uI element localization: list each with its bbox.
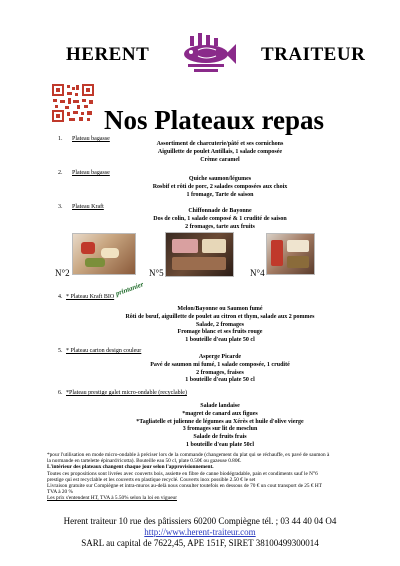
- note-line: TVA à 20 %: [47, 489, 73, 496]
- desc-line: *Tagliatelle et julienne de légumes au Xérès et huile d'olive vierge: [136, 418, 304, 425]
- desc-line: Rosbif et rôti de porc, 2 salades composées aux choix: [152, 183, 288, 190]
- item-description: [110, 403, 330, 450]
- photo-label: N°2: [55, 268, 70, 278]
- item-number: 5.: [58, 348, 63, 354]
- fish-logo-icon: [176, 30, 236, 76]
- desc-line: Salade de fruits frais: [193, 434, 247, 441]
- desc-line: Assortiment de charcuterie/pâté et ses cornichons: [156, 141, 284, 147]
- footer-link-row: [0, 527, 400, 538]
- desc-line: *magret de canard aux figues: [182, 410, 258, 417]
- desc-line: Pavé de saumon mi fumé, 1 salade composée, 1 crudité: [150, 361, 290, 368]
- item-label: * Plateau carton design couleur: [66, 348, 142, 354]
- desc-line: Salade landaise: [200, 403, 240, 409]
- desc-line: 1 bouteille d'eau plate 50 cl: [185, 337, 255, 344]
- item-description: [140, 141, 300, 164]
- note-line: la normande en tartelette épinard/ricotta). Bouteille eau 50 cl, plate 0.50€ ou gazeuse 0.80€.: [47, 458, 242, 465]
- page-title: Nos Plateaux repas: [104, 105, 324, 135]
- note-line: L'intérieur des plateaux changent chaque jour selon l'approvisionnement.: [47, 464, 214, 471]
- desc-line: Chiffonnade de Bayonne: [188, 208, 252, 214]
- desc-line: Crème caramel: [200, 156, 240, 163]
- item-description: [130, 176, 310, 199]
- desc-line: 2 fromages, fraises: [196, 369, 244, 376]
- item-number: 6.: [58, 390, 63, 396]
- desc-line: 2 fromages, tarte aux fruits: [185, 223, 255, 230]
- note-line: Livraison gratuite sur Compiègne et intra-muros au-delà nous consulter toutefois en dessous de 70 € un cout transport de 25 € HT: [47, 483, 322, 490]
- desc-line: 1 bouteille d'eau plate 50cl: [186, 441, 254, 448]
- platter-photo: [72, 233, 136, 275]
- photo-label: N°5: [149, 268, 164, 278]
- desc-line: Aiguillette de poulet Antillais, 1 salade composée: [157, 148, 283, 155]
- item-number: 2.: [58, 170, 63, 176]
- item-number: 1.: [58, 136, 63, 142]
- badge: printanier: [114, 280, 145, 298]
- desc-line: Rôti de bœuf, aiguillette de poulet au citron et thym, salade aux 2 pommes: [125, 313, 315, 320]
- note-line: prestige qui est recyclable et les couverts en plastique recyclé. Couverts inox possible 2.50 € le set: [47, 476, 256, 483]
- desc-line: Fromage blanc et ses fruits rouge: [177, 329, 263, 336]
- desc-line: Salade, 2 fromages: [195, 321, 245, 328]
- item-label: *Plateau prestige galet micro-ondable (recyclable): [66, 390, 187, 396]
- note-line: Toutes ces propositions sont livrées avec couverts bois, assiette en fibre de canne biodégradable, pain et condiments sauf le N°6: [47, 470, 318, 477]
- item-description: [100, 306, 340, 345]
- item-number: 3.: [58, 204, 63, 210]
- item-description: [130, 208, 310, 231]
- qr-code-icon[interactable]: [51, 83, 95, 123]
- desc-line: 1 fromage, Tarte de saison: [186, 191, 254, 198]
- desc-line: Asperge Picarde: [198, 354, 242, 360]
- website-link[interactable]: http://www.herent-traiteur.com: [144, 527, 256, 537]
- footer-address: Herent traiteur 10 rue des pâtissiers 60200 Compiègne tél. ; 03 44 40 04 O4: [63, 516, 337, 526]
- item-description: [120, 354, 320, 385]
- desc-line: Dos de colin, 1 salade composé & 1 crudité de saison: [153, 215, 287, 222]
- photo-label: N°4: [250, 268, 265, 278]
- desc-line: Melon/Bayonne ou Saumon fumé: [177, 306, 263, 312]
- note-line: *pour l'utilisation en mode micro-ondable à préciser lors de la commande (changement du plat qui se réchauffe, ex pavé de saumon à: [47, 452, 330, 458]
- desc-line: Quiche saumon/légumes: [188, 176, 252, 182]
- footer-legal: SARL au capital de 7622,45, APE 151F, SIRET 38100499300014: [81, 538, 319, 548]
- notes-block: [47, 452, 362, 502]
- company-name-right: TRAITEUR: [261, 44, 366, 65]
- platter-photo: [266, 233, 315, 275]
- item-label: Plateau bagasse: [72, 136, 110, 142]
- platter-photo: [165, 232, 234, 277]
- company-name-left: HERENT: [66, 44, 150, 65]
- desc-line: 3 fromages sur lit de mesclun: [182, 426, 258, 433]
- item-label: Plateau Kraft: [72, 204, 104, 210]
- item-label: Plateau bagasse: [72, 170, 110, 176]
- desc-line: 1 bouteille d'eau plate 50 cl: [185, 377, 255, 384]
- note-line: Les prix s'entendent HT, TVA à 5.50% selon la loi en vigueur: [47, 495, 177, 502]
- item-label: * Plateau Kraft BIO: [66, 294, 115, 300]
- item-number: 4.: [58, 294, 63, 300]
